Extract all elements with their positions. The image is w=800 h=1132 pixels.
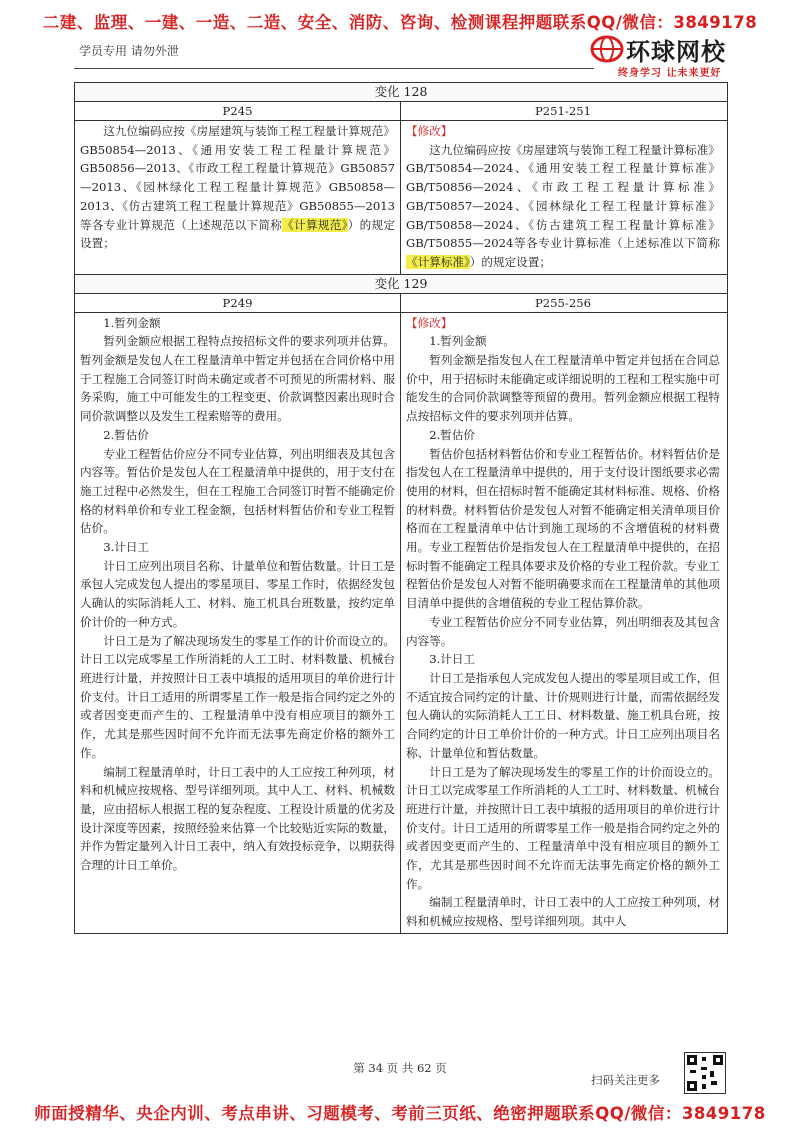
paragraph: 暂估价包括材料暂估价和专业工程暂估价。材料暂估价是指发包人在工程量清单中提供的，用于支付设计图纸要求必需使用的材料，但在招标时暂不能确定其材料标准、规格、价格的材料费。材料暂估价是发包人对暂不能确定相关清单项目价格而在工程量清单中估计到施工现场的不含增值税的材料费用。专业工程暂估价是指发包人在工程量清单中提供的，在招标时暂不能确定工程具体要求及价格的专业工程价款。专业工程暂估价是发包人对暂不能明确要求而在工程量清单的其他项目清单中提供的含增值税的专业工程估算价款。 [406,446,720,611]
scan-qr-note: 扫码关注更多 [591,1073,660,1087]
paragraph: 暂列金额应根据工程特点按招标文件的要求列项并估算。暂列金额是发包人在工程量清单中暂定并包括在合同价格中用于工程施工合同签订时尚未确定或者不可预见的所需材料、服务采购，施工中可能发生的工程变更、价款调整因素出现时合同价款调整以及发生工程索赔等的费用。 [80,334,395,424]
old-page-ref: P249 [222,295,253,310]
highlight-term: 《计算规范》 [282,217,348,232]
content-row [75,313,727,933]
paragraph: 计日工应列出项目名称、计量单位和暂估数量。计日工是承包人完成发包人提出的零星项目、零星工作时，依据经发包人确认的实际消耗人工、材料、施工机具台班数量，按约定单价计价的一种方式。 [80,558,395,629]
brand-slogan: 终身学习 让未来更好 [618,68,722,79]
paragraph: 编制工程量清单时，计日工表中的人工应按工种列项，材料和机械应按规格、型号详细列项。其中人工、材料、机械数量，应由招标人根据工程的复杂程度、工程设计质量的优劣及设计深度等因素，按照经验来估算一个比较贴近实际的数量，并作为暂定量列入计日工表中，纳入有效投标竞争，以期获得合理的计日工单价。 [80,764,395,873]
section-title-128: 变化 128 [75,83,727,102]
page-ref-row [75,294,727,313]
top-promo-banner: 二建、监理、一建、一造、二造、安全、消防、咨询、检测课程押题联系QQ/微信：3849178 [42,13,758,32]
brand-name: 环球网校 [626,38,726,66]
comparison-table [74,82,728,934]
bottom-promo-banner: 师面授精华、央企内训、考点串讲、习题模考、考前三页纸、绝密押题联系QQ/微信：3849178 [34,1104,766,1123]
new-text-cell [400,313,725,933]
paragraph: 计日工是指承包人完成发包人提出的零星项目或工作，但不适宜按合同约定的计量、计价规则进行计量，而需依据经发包人确认的实际消耗人工工日、材料数量、施工机具台班，按合同约定的计日工单价计价的一种方式。计日工应列出项目名称、计量单位和暂估数量。 [406,670,720,760]
new-page-ref: P255-256 [400,294,725,312]
paragraph: 3.计日工 [103,540,150,555]
new-page-ref: P251-251 [400,102,725,120]
content-row [75,121,727,275]
paragraph: 这九位编码应按《房屋建筑与装饰工程工程量计算标准》GB/T50854—2024、《通用安装工程工程量计算标准》GB/T50856—2024、《市政工程工程量计算标准》GB/T50857—2024、《园林绿化工程工程量计算标准》GB/T50858—2024、《仿古建筑工程工程量计算标准》GB/T50855—2024等各专业计算标准（上述标准以下简称《计算标准》）的规定设置； [406,142,720,269]
paragraph: 3.计日工 [429,652,476,667]
revision-tag: 【修改】 [406,315,453,330]
old-text-cell [75,121,400,274]
old-text-cell [75,313,400,933]
section-title-129: 变化 129 [75,275,727,294]
paragraph: 编制工程量清单时，计日工表中的人工应按工种列项，材料和机械应按规格、型号详细列项。其中人 [406,895,720,929]
paragraph: 1.暂列金额 [103,315,161,330]
paragraph: 这九位编码应按《房屋建筑与装饰工程工程量计算规范》GB50854—2013、《通用安装工程工程量计算规范》GB50856—2013、《市政工程工程量计算规范》GB50857—2013、《园林绿化工程工程量计算规范》GB50858—2013、《仿古建筑工程工程量计算规范》GB50855—2013等各专业计算规范（上述规范以下简称《计算规范》）的规定设置； [80,124,395,251]
header-divider [74,68,594,69]
globe-logo-icon [590,34,624,64]
paragraph: 专业工程暂估价应分不同专业估算，列出明细表及其包含内容等。 [406,614,720,648]
paragraph: 专业工程暂估价应分不同专业估算，列出明细表及其包含内容等。暂估价是发包人在工程量清单中提供的，用于支付在施工过程中必然发生，但在工程施工合同签订时暂不能确定价格的材料单价和专业工程金额，包括材料暂估价和专业工程暂估价。 [80,446,395,536]
page-number: 第 34 页 共 62 页 [353,1061,447,1075]
qr-code-icon[interactable] [684,1052,726,1094]
brand-logo [590,34,730,82]
paragraph: 暂列金额是指发包人在工程量清单中暂定并包括在合同总价中，用于招标时未能确定或详细说明的工程和工程实施中可能发生的合同价款调整等预留的费用。暂列金额应根据工程特点按招标文件的要求列项并估算。 [406,353,720,424]
paragraph: 2.暂估价 [103,427,150,442]
new-text-cell [400,121,725,274]
old-page-ref: P245 [222,104,253,118]
paragraph: 2.暂估价 [429,427,476,442]
paragraph: 1.暂列金额 [429,334,487,349]
paragraph: 计日工是为了解决现场发生的零星工作的计价而设立的。计日工以完成零星工作所消耗的人工工时、材料数量、机械台班进行计量，并按照计日工表中填报的适用项目的单价进行计价支付。计日工适用的所谓零星工作一般是指合同约定之外的或者因变更而产生的、工程量清单中没有相应项目的额外工作，尤其是那些因时间不允许而无法事先商定价格的额外工作。 [406,764,720,891]
student-only-note: 学员专用 请勿外泄 [79,44,179,58]
revision-tag: 【修改】 [406,124,453,138]
page-ref-row [75,102,727,121]
paragraph: 计日工是为了解决现场发生的零星工作的计价而设立的。计日工以完成零星工作所消耗的人工工时、材料数量、机械台班进行计量，并按照计日工表中填报的适用项目的单价进行计价支付。计日工适用的所谓零星工作一般是指合同约定之外的或者因变更而产生的、工程量清单中没有相应项目的额外工作，尤其是那些因时间不允许而无法事先商定价格的额外工作。 [80,633,395,760]
highlight-term: 《计算标准》 [406,254,470,269]
